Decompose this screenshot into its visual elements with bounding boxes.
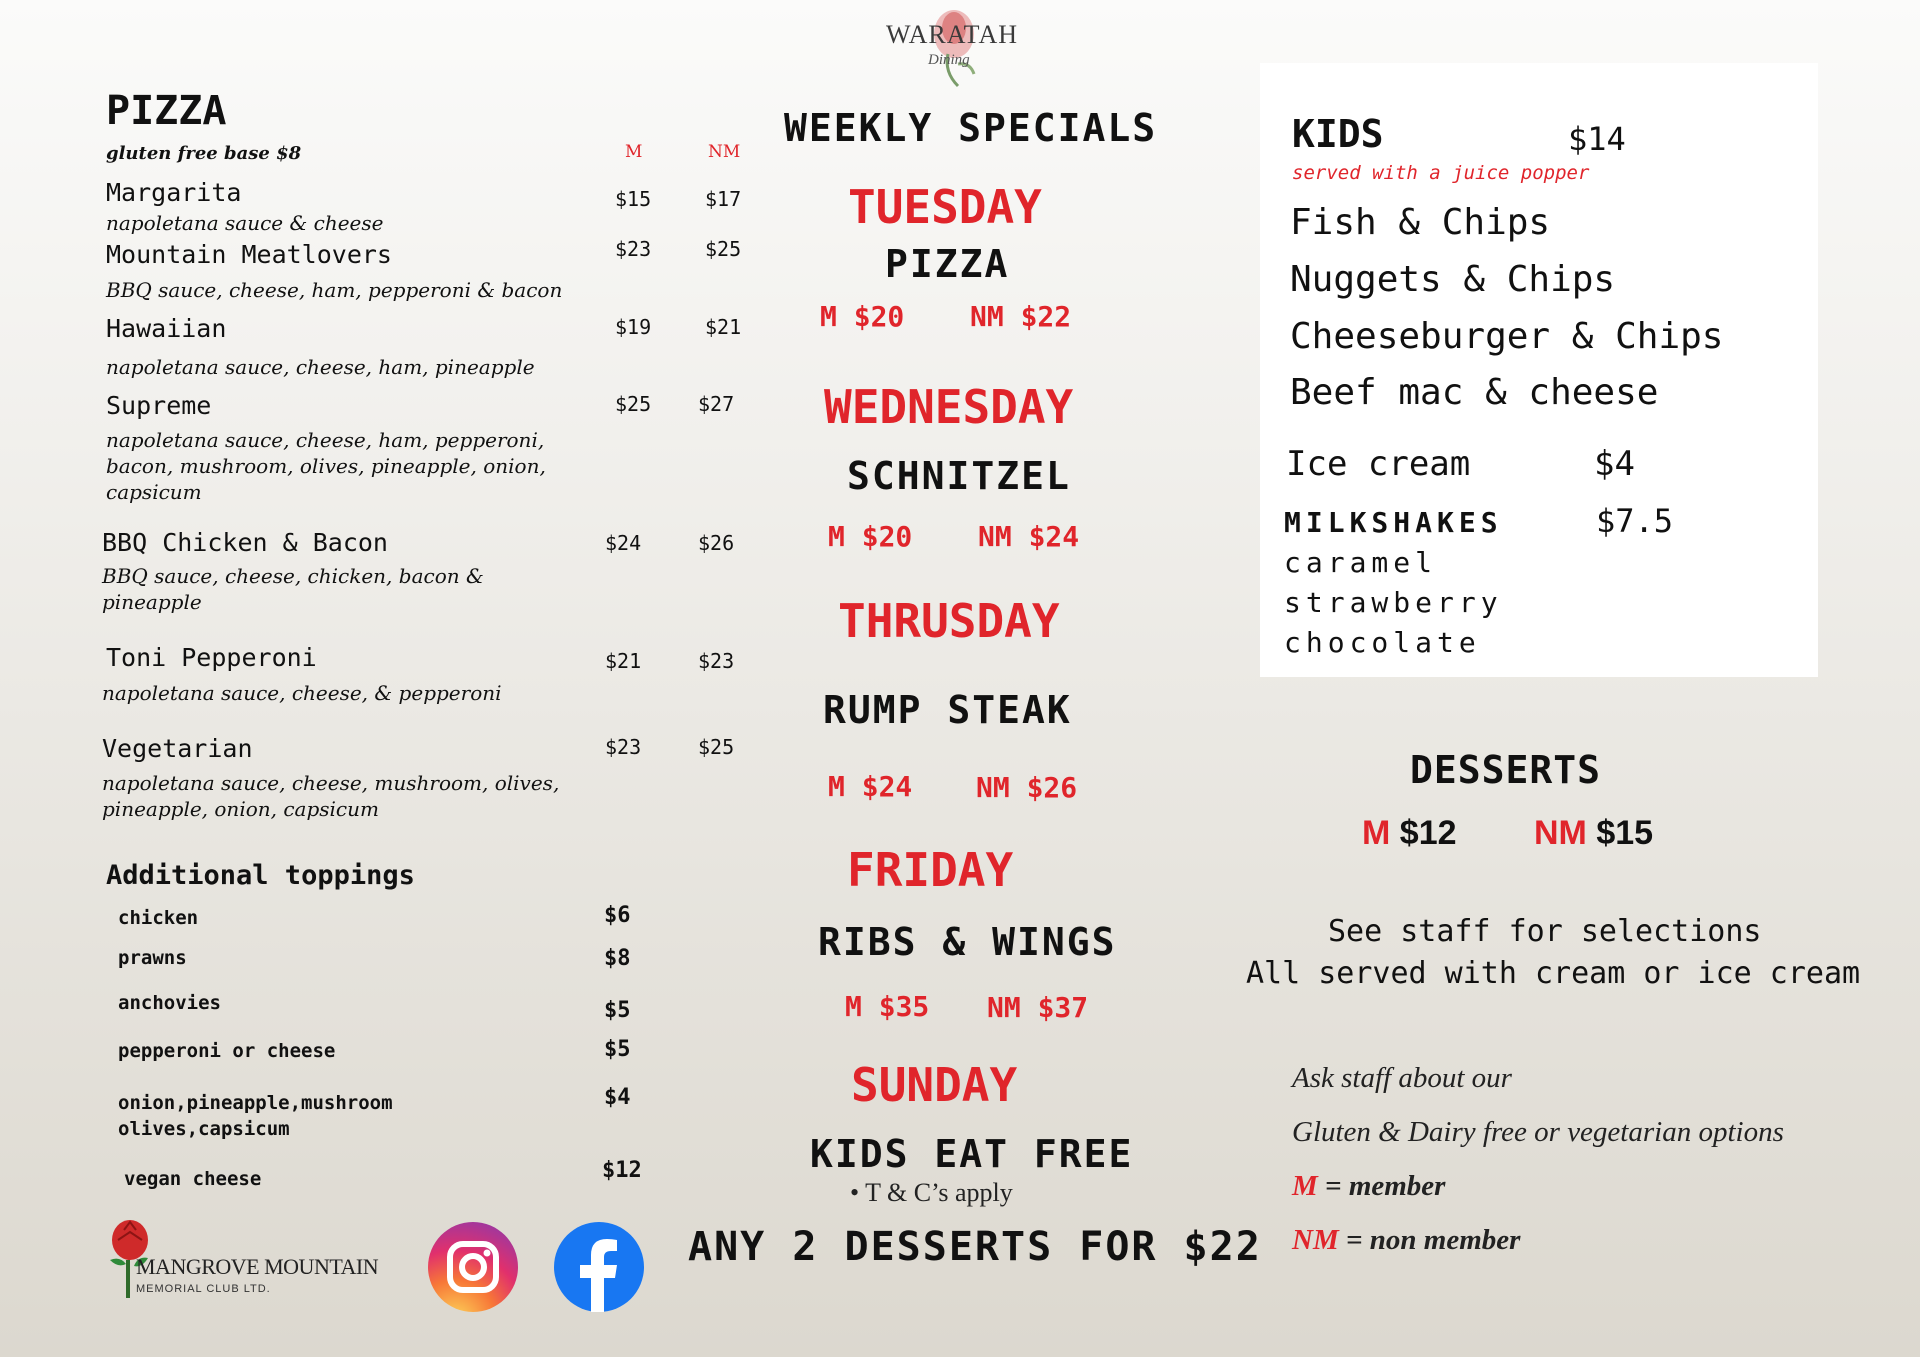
special-day: FRIDAY [847, 843, 1014, 897]
club-sub: MEMORIAL CLUB LTD. [136, 1283, 271, 1295]
pizza-desc: napoletana sauce, cheese, ham, pepperoni, bacon, mushroom, olives, pineapple, onion, capsicum [106, 428, 546, 504]
price-m: $19 [615, 315, 652, 339]
milkshake-flavour: chocolate [1284, 626, 1481, 659]
topping-name: anchovies [118, 992, 221, 1014]
pizza-name: Margarita [106, 178, 242, 207]
special-price-m: M $20 [820, 300, 905, 333]
legend-nm-key: NM [1292, 1224, 1339, 1256]
icecream-name: Ice cream [1286, 444, 1471, 484]
legend-member [1292, 1170, 1445, 1203]
topping-name: vegan cheese [124, 1168, 262, 1190]
pizza-name: Mountain Meatlovers [106, 240, 392, 269]
pizza-name: Supreme [106, 391, 212, 420]
price-nm: $27 [698, 392, 735, 416]
special-price-m: M $35 [845, 990, 930, 1023]
club-name: MANGROVE MOUNTAIN [136, 1254, 379, 1279]
price-m: $24 [605, 531, 642, 555]
special-dish: KIDS EAT FREE [810, 1132, 1134, 1176]
desserts-nm-price: $15 [1596, 814, 1654, 852]
special-price-nm: NM $24 [978, 520, 1080, 553]
price-m: $23 [605, 735, 642, 759]
notes-line2: Gluten & Dairy free or vegetarian options [1292, 1116, 1784, 1148]
desserts-nm [1534, 814, 1653, 853]
desserts-deal: ANY 2 DESSERTS FOR $22 [688, 1224, 1262, 1270]
facebook-icon[interactable] [554, 1222, 644, 1312]
pizza-col-m: M [625, 142, 643, 162]
special-price-nm: NM $37 [987, 991, 1089, 1024]
price-nm: $21 [705, 315, 742, 339]
topping-price: $4 [604, 1085, 631, 1110]
legend-non-member [1292, 1224, 1520, 1257]
price-nm: $17 [705, 187, 742, 211]
special-dish: SCHNITZEL [847, 454, 1071, 498]
topping-price: $8 [604, 946, 631, 971]
desserts-line2: All served with cream or ice cream [1246, 956, 1861, 991]
pizza-desc: BBQ sauce, cheese, ham, pepperoni & bacon [106, 278, 563, 302]
legend-m-text: = member [1325, 1170, 1446, 1202]
kids-item: Beef mac & cheese [1290, 372, 1659, 413]
price-m: $15 [615, 187, 652, 211]
kids-note: served with a juice popper [1292, 162, 1590, 184]
pizza-desc: napoletana sauce & cheese [106, 211, 384, 235]
milkshake-flavour: strawberry [1284, 586, 1503, 619]
pizza-desc: napoletana sauce, cheese, mushroom, olives, pineapple, onion, capsicum [102, 771, 560, 821]
topping-price: $5 [604, 998, 631, 1023]
kids-item: Cheeseburger & Chips [1290, 316, 1724, 357]
price-nm: $25 [705, 237, 742, 261]
pizza-name: BBQ Chicken & Bacon [102, 528, 388, 557]
special-note-text: T & C’s apply [865, 1178, 1013, 1207]
pizza-title: PIZZA [106, 88, 227, 134]
topping-name: chicken [118, 907, 199, 929]
special-price-m: M $24 [828, 770, 913, 803]
icecream-price: $4 [1594, 444, 1635, 484]
topping-name: prawns [118, 947, 187, 969]
toppings-title: Additional toppings [106, 860, 415, 891]
pizza-desc: BBQ sauce, cheese, chicken, bacon & pineapple [102, 564, 484, 614]
topping-price: $12 [602, 1158, 642, 1183]
pizza-name: Vegetarian [102, 734, 253, 763]
price-m: $25 [615, 392, 652, 416]
notes-line1: Ask staff about our [1292, 1062, 1512, 1094]
gluten-free-note: gluten free base $8 [106, 143, 302, 164]
price-nm: $25 [698, 735, 735, 759]
pizza-desc: napoletana sauce, cheese, ham, pineapple [106, 355, 535, 379]
special-dish: RIBS & WINGS [818, 920, 1117, 964]
price-nm: $23 [698, 649, 735, 673]
desserts-title: DESSERTS [1410, 748, 1602, 792]
waratah-logo-text: WARATAH [886, 20, 1019, 49]
pizza-desc: napoletana sauce, cheese, & pepperoni [102, 681, 502, 705]
desserts-m-price: $12 [1399, 814, 1457, 852]
desserts-line1: See staff for selections [1328, 914, 1762, 949]
desserts-m-label: M [1362, 814, 1391, 852]
topping-name: pepperoni or cheese [118, 1040, 336, 1062]
kids-price: $14 [1568, 120, 1626, 158]
special-day: WEDNESDAY [824, 380, 1074, 434]
milkshakes-title: MILKSHAKES [1284, 506, 1503, 539]
pizza-name: Hawaiian [106, 314, 227, 343]
special-price-nm: NM $26 [976, 771, 1078, 804]
kids-item: Fish & Chips [1290, 202, 1551, 243]
legend-m-key: M [1292, 1170, 1318, 1202]
price-m: $21 [605, 649, 642, 673]
legend-nm-text: = non member [1345, 1224, 1521, 1256]
waratah-logo-sub: Dining [928, 52, 970, 68]
pizza-col-nm: NM [708, 142, 741, 162]
milkshake-flavour: caramel [1284, 546, 1438, 579]
milkshakes-price: $7.5 [1596, 502, 1674, 540]
special-day: THRUSDAY [838, 594, 1060, 648]
price-nm: $26 [698, 531, 735, 555]
kids-title: KIDS [1292, 112, 1384, 156]
topping-price: $5 [604, 1037, 631, 1062]
topping-price: $6 [604, 903, 631, 928]
desserts-nm-label: NM [1534, 814, 1587, 852]
special-note: • T & C’s apply [850, 1178, 1013, 1207]
specials-title: WEEKLY SPECIALS [784, 106, 1158, 150]
special-price-m: M $20 [828, 520, 913, 553]
price-m: $23 [615, 237, 652, 261]
special-day: TUESDAY [848, 180, 1042, 234]
special-dish: RUMP STEAK [823, 688, 1072, 732]
pizza-name: Toni Pepperoni [106, 643, 317, 672]
kids-item: Nuggets & Chips [1290, 259, 1616, 300]
special-day: SUNDAY [851, 1058, 1018, 1112]
desserts-m [1362, 814, 1457, 853]
instagram-icon[interactable] [428, 1222, 518, 1312]
topping-name: onion,pineapple,mushroom olives,capsicum [118, 1092, 393, 1140]
special-dish: PIZZA [885, 242, 1010, 286]
special-price-nm: NM $22 [970, 300, 1072, 333]
